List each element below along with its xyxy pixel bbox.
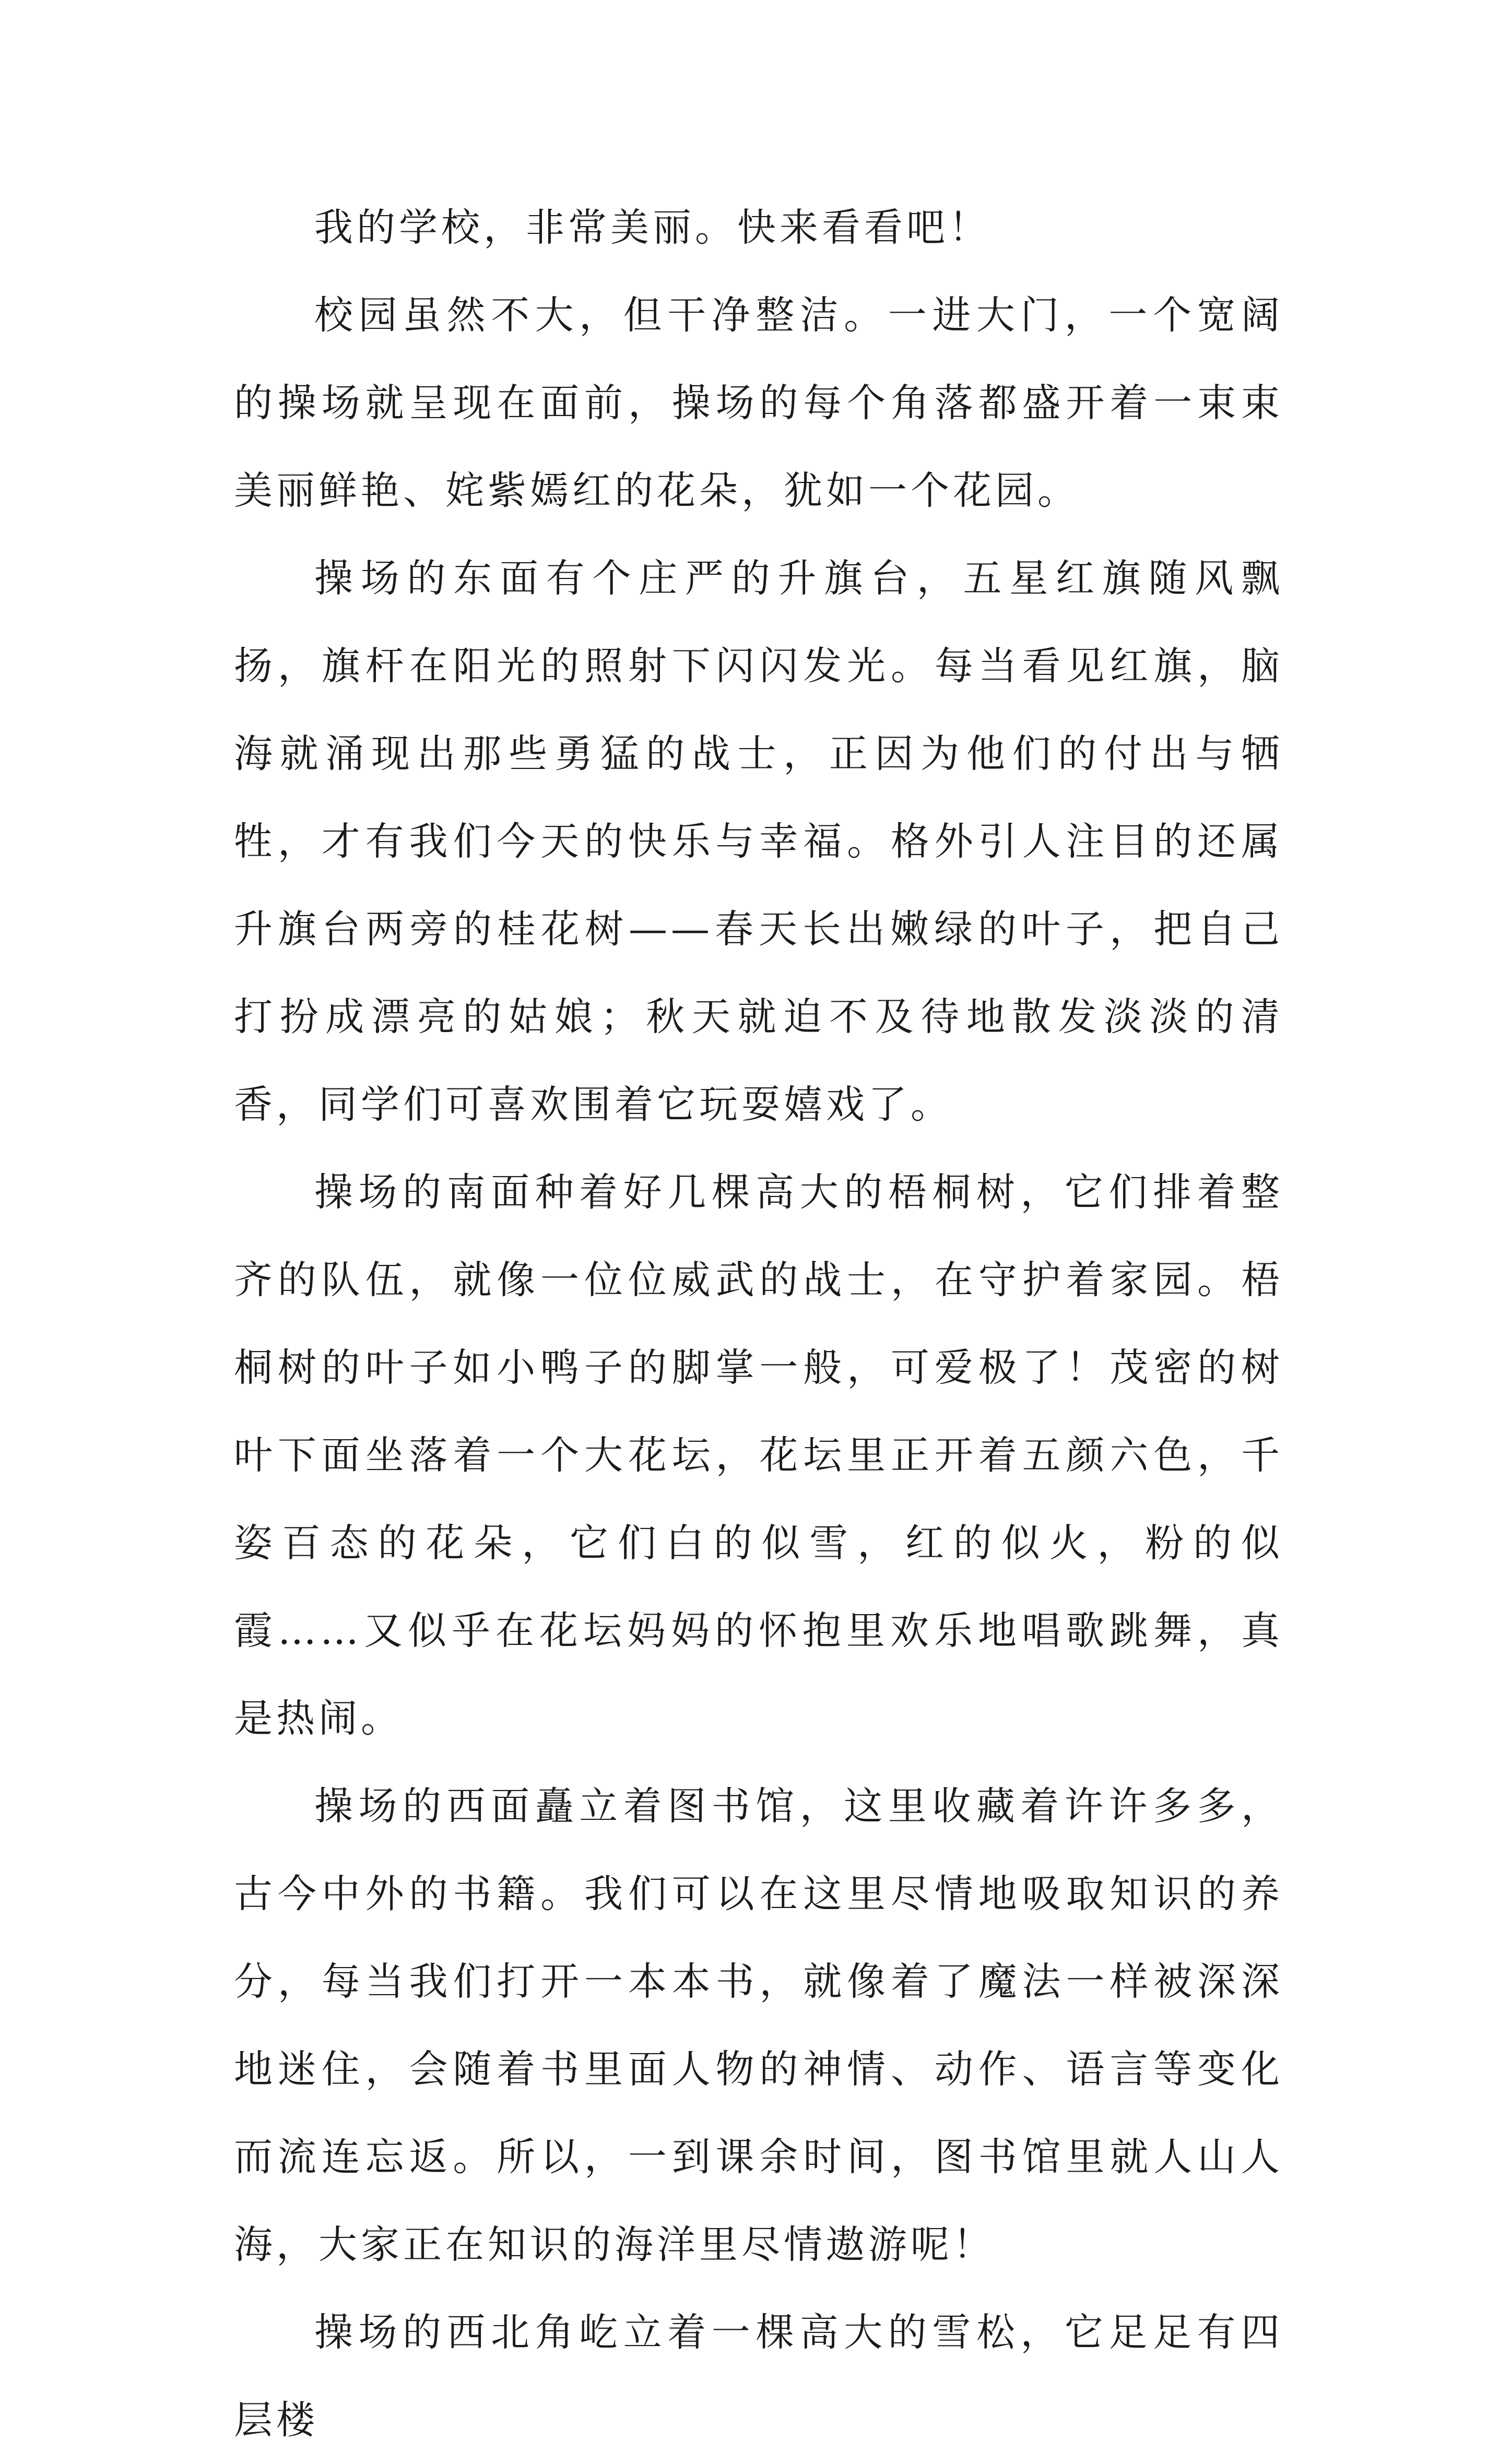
paragraph-east-flagpole: 操场的东面有个庄严的升旗台，五星红旗随风飘扬，旗杆在阳光的照射下闪闪发光。每当看见红旗，脑海就涌现出那些勇猛的战士，正因为他们的付出与牺牲，才有我们今天的快乐与幸福。格外引人注目的还属升旗台两旁的桂花树——春天长出嫩绿的叶子，把自己打扮成漂亮的姑娘；秋天就迫不及待地散发淡淡的清香，同学们可喜欢围着它玩耍嬉戏了。 [234,556,1283,1127]
paragraph-south-trees: 操场的南面种着好几棵高大的梧桐树，它们排着整齐的队伍，就像一位位威武的战士，在守护着家园。梧桐树的叶子如小鸭子的脚掌一般，可爱极了！茂密的树叶下面坐落着一个大花坛，花坛里正开着五颜六色，千姿百态的花朵，它们白的似雪，红的似火，粉的似霞……又似乎在花坛妈妈的怀抱里欢乐地唱歌跳舞，真是热闹。 [234,1170,1283,1741]
paragraph-campus: 校园虽然不大，但干净整洁。一进大门，一个宽阔的操场就呈现在面前，操场的每个角落都盛开着一束束美丽鲜艳、姹紫嫣红的花朵，犹如一个花园。 [234,293,1283,513]
article-body [234,184,1283,2464]
paragraph-west-library: 操场的西面矗立着图书馆，这里收藏着许许多多，古今中外的书籍。我们可以在这里尽情地吸取知识的养分，每当我们打开一本本书，就像着了魔法一样被深深地迷住，会随着书里面人物的神情、动作、语言等变化而流连忘返。所以，一到课余时间，图书馆里就人山人海，大家正在知识的海洋里尽情遨游呢！ [234,1784,1283,2267]
paragraph-northwest-pine: 操场的西北角屹立着一棵高大的雪松，它足足有四层楼 [234,2310,1283,2443]
paragraph-intro: 我的学校，非常美丽。快来看看吧！ [314,205,991,250]
